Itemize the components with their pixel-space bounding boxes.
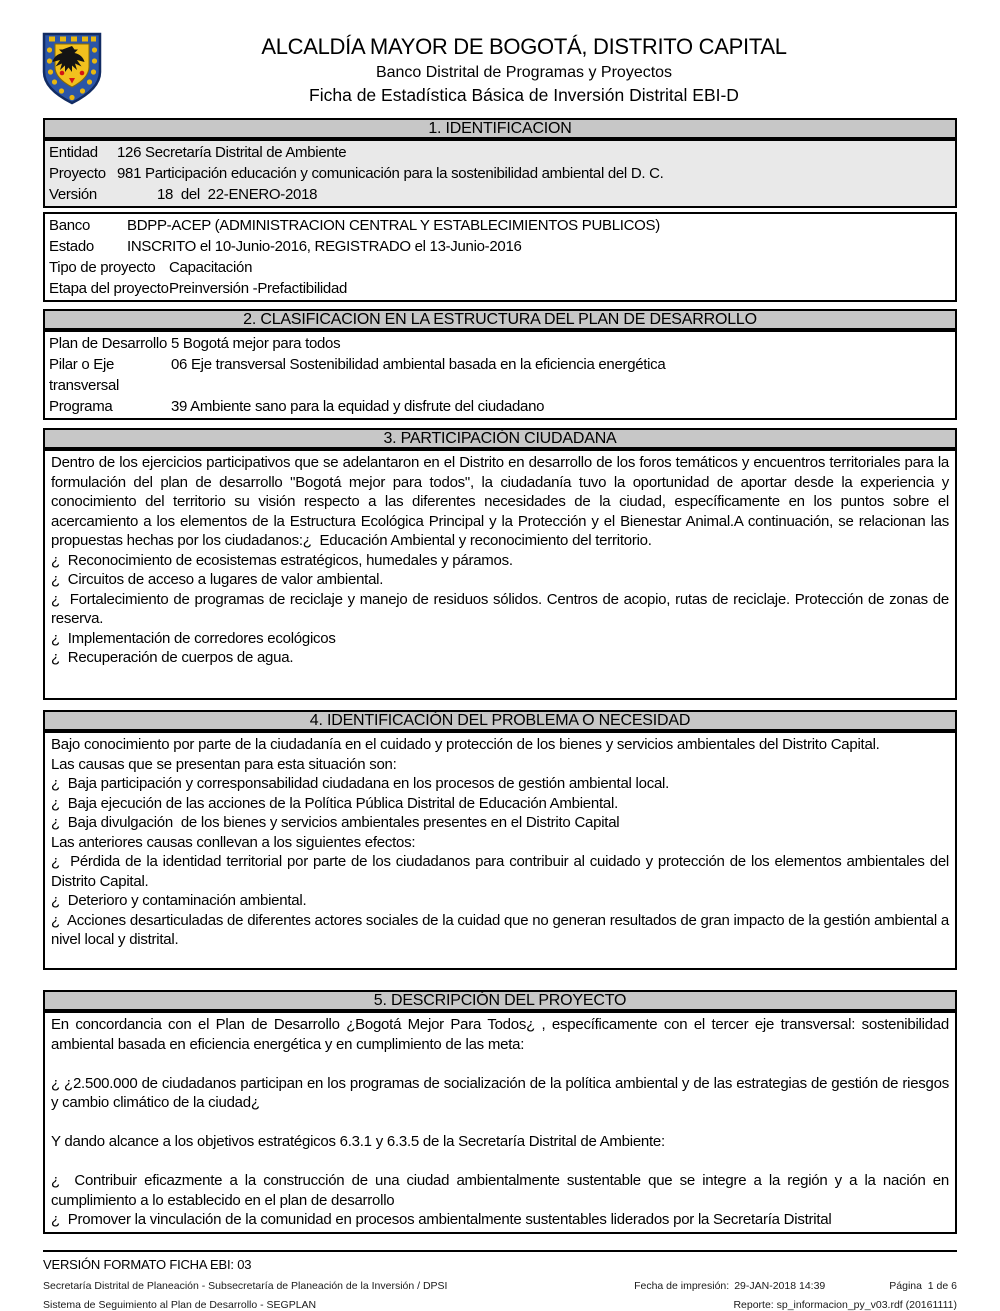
section-3-title: 3. PARTICIPACIÓN CIUDADANA [43, 428, 957, 449]
field-etapa-proyecto [49, 278, 951, 299]
paragraph: ¿ Acciones desarticuladas de diferentes actores sociales de la cuidad que no generan resultados de gran impacto de la gestión ambiental a nivel local y distrital. [51, 911, 953, 948]
paragraph: ¿ Baja ejecución de las acciones de la Política Pública Distrital de Educación Ambiental. [51, 794, 618, 812]
main-title: ALCALDÍA MAYOR DE BOGOTÁ, DISTRITO CAPITAL [261, 34, 787, 59]
bogota-coat-of-arms-logo [39, 30, 105, 108]
field-entidad [49, 142, 951, 163]
field-value: 981 Participación educación y comunicación para la sostenibilidad ambiental del D. C. [117, 165, 664, 182]
ebi-d-document [43, 0, 957, 1311]
field-estado [49, 236, 951, 257]
footer-left [43, 1280, 447, 1311]
footer-print-line [634, 1280, 957, 1292]
paragraph: Dentro de los ejercicios participativos que se adelantaron en el Distrito en desarrollo de los foros temáticos y encuentros territoriales para la formulación del plan de desarrollo "Bogotá mejor para todos", la ciudadanía tuvo la oportunidad de aportar desde la experiencia y conocimiento del territorio su visión respecto a las diferentes necesidades de la ciudad, específicamente en los puntos sobre el acercamiento a los elementos de la Estructura Ecológica Principal y la Protección y el Bienestar Animal.A continuación, se relacionan las propuestas hechas por los ciudadanos:¿ Educación Ambiental y reconocimiento del territorio. [51, 454, 953, 549]
field-value: 126 Secretaría Distrital de Ambiente [117, 144, 347, 161]
field-label: Estado [49, 238, 94, 255]
field-label: Entidad [49, 144, 98, 161]
report-name: Reporte: sp_informacion_py_v03.rdf (20161111) [733, 1298, 957, 1311]
paragraph: Las causas que se presentan para esta situación son: [51, 755, 397, 773]
footer [43, 1280, 957, 1311]
problema-box [43, 731, 957, 970]
field-value: 39 Ambiente sano para la equidad y disfrute del ciudadano [171, 398, 545, 415]
paragraph: ¿ ¿2.500.000 de ciudadanos participan en los programas de socialización de la política ambiental y de las estrategias de gestión de riesgos y cambio climático de la ciudad¿ [51, 1074, 953, 1111]
section-identificacion [43, 118, 957, 302]
field-value: INSCRITO el 10-Junio-2016, REGISTRADO el 13-Junio-2016 [127, 238, 522, 255]
footer-entity-line: Secretaría Distrital de Planeación - Subsecretaría de Planeación de la Inversión / DPSI [43, 1279, 448, 1292]
paragraph: ¿ Fortalecimiento de programas de reciclaje y manejo de residuos sólidos. Centros de acopio, rutas de reciclaje. Protección de zonas de reserva. [51, 590, 953, 627]
footer-right [634, 1280, 957, 1311]
field-proyecto [49, 163, 951, 184]
section-participacion [43, 428, 957, 700]
field-label: Versión [49, 186, 97, 203]
section-problema [43, 710, 957, 970]
paragraph: Y dando alcance a los objetivos estratégicos 6.3.1 y 6.3.5 de la Secretaría Distrital de Ambiente: [51, 1133, 665, 1150]
section-descripcion [43, 990, 957, 1234]
field-label: Plan de Desarrollo [49, 335, 167, 352]
subtitle-banco-distrital: Banco Distrital de Programas y Proyectos [375, 64, 673, 81]
footer-format-version: VERSIÓN FORMATO FICHA EBI: 03 [43, 1256, 252, 1272]
paragraph: ¿ Recuperación de cuerpos de agua. [51, 649, 294, 666]
print-date-value: 29-JAN-2018 14:39 [734, 1279, 826, 1292]
clasificacion-box [43, 330, 957, 420]
field-value: Preinversión -Prefactibilidad [169, 280, 348, 297]
field-pilar-eje [49, 354, 951, 396]
paragraph: ¿ Deterioro y contaminación ambiental. [51, 892, 307, 909]
section-5-title: 5. DESCRIPCIÓN DEL PROYECTO [43, 990, 957, 1011]
document-header [43, 26, 957, 118]
paragraph: ¿ Implementación de corredores ecológicos [51, 629, 336, 647]
field-label: Programa [49, 398, 113, 415]
page-number: Página 1 de 6 [889, 1279, 957, 1292]
section-2-title: 2. CLASIFICACION EN LA ESTRUCTURA DEL PLAN DE DESARROLLO [43, 309, 957, 330]
field-plan-desarrollo [49, 333, 951, 354]
paragraph: Bajo conocimiento por parte de la ciudadanía en el cuidado y protección de los bienes y servicios ambientales del Distrito Capital. [51, 736, 880, 753]
participacion-box [43, 449, 957, 700]
field-value: Capacitación [169, 259, 253, 276]
paragraph: ¿ Reconocimiento de ecosistemas estratégicos, humedales y páramos. [51, 551, 513, 569]
field-value: BDPP-ACEP (ADMINISTRACION CENTRAL Y ESTABLECIMIENTOS PUBLICOS) [127, 217, 660, 234]
field-label: Etapa del proyecto [49, 280, 169, 297]
footer-divider [43, 1250, 957, 1252]
field-banco [49, 215, 951, 236]
section-clasificacion [43, 309, 957, 420]
paragraph: ¿ Promover la vinculación de la comunidad en procesos ambientalmente sustentables liderados por la Secretaría Distrital [51, 1211, 832, 1228]
identificacion-box [43, 139, 957, 208]
field-value: 18 del 22-ENERO-2018 [157, 186, 318, 203]
print-date-label: Fecha de impresión: [634, 1279, 730, 1292]
paragraph: ¿ Pérdida de la identidad territorial por parte de los ciudadanos para contribuir al cuidado y protección de los elementos ambientales del Distrito Capital. [51, 853, 953, 890]
field-value: 06 Eje transversal Sostenibilidad ambiental basada en la eficiencia energética [171, 356, 666, 373]
field-value: 5 Bogotá mejor para todos [171, 335, 341, 352]
section-1-title: 1. IDENTIFICACION [43, 118, 957, 139]
paragraph: ¿ Contribuir eficazmente a la construcción de una ciudad ambientalmente sustentable que se integre a la región y a la nación en cumplimiento a lo establecido en el plan de desarrollo [51, 1172, 953, 1209]
field-label: Pilar o Eje transversal [49, 356, 120, 394]
field-label: Tipo de proyecto [49, 259, 156, 276]
identificacion-detalles-box [43, 212, 957, 302]
field-version [49, 184, 951, 205]
footer-system-line: Sistema de Seguimiento al Plan de Desarrollo - SEGPLAN [43, 1298, 317, 1311]
field-label: Banco [49, 217, 91, 234]
doc-type-title: Ficha de Estadística Básica de Inversión Distrital EBI-D [309, 85, 739, 105]
paragraph: ¿ Baja participación y corresponsabilidad ciudadana en los procesos de gestión ambiental local. [51, 775, 670, 792]
descripcion-box [43, 1011, 957, 1234]
header-titles [43, 26, 957, 106]
paragraph: En concordancia con el Plan de Desarrollo ¿Bogotá Mejor Para Todos¿ , específicamente con el tercer eje transversal: sostenibilidad ambiental basada en eficiencia energética y en cumplimiento de las meta: [51, 1016, 953, 1053]
field-programa [49, 396, 951, 417]
paragraph: Las anteriores causas conllevan a los siguientes efectos: [51, 833, 416, 851]
section-4-title: 4. IDENTIFICACIÓN DEL PROBLEMA O NECESIDAD [43, 710, 957, 731]
paragraph: ¿ Baja divulgación de los bienes y servicios ambientales presentes en el Distrito Capital [51, 814, 620, 831]
paragraph: ¿ Circuitos de acceso a lugares de valor ambiental. [51, 571, 384, 588]
field-label: Proyecto [49, 165, 106, 182]
field-tipo-proyecto [49, 257, 951, 278]
